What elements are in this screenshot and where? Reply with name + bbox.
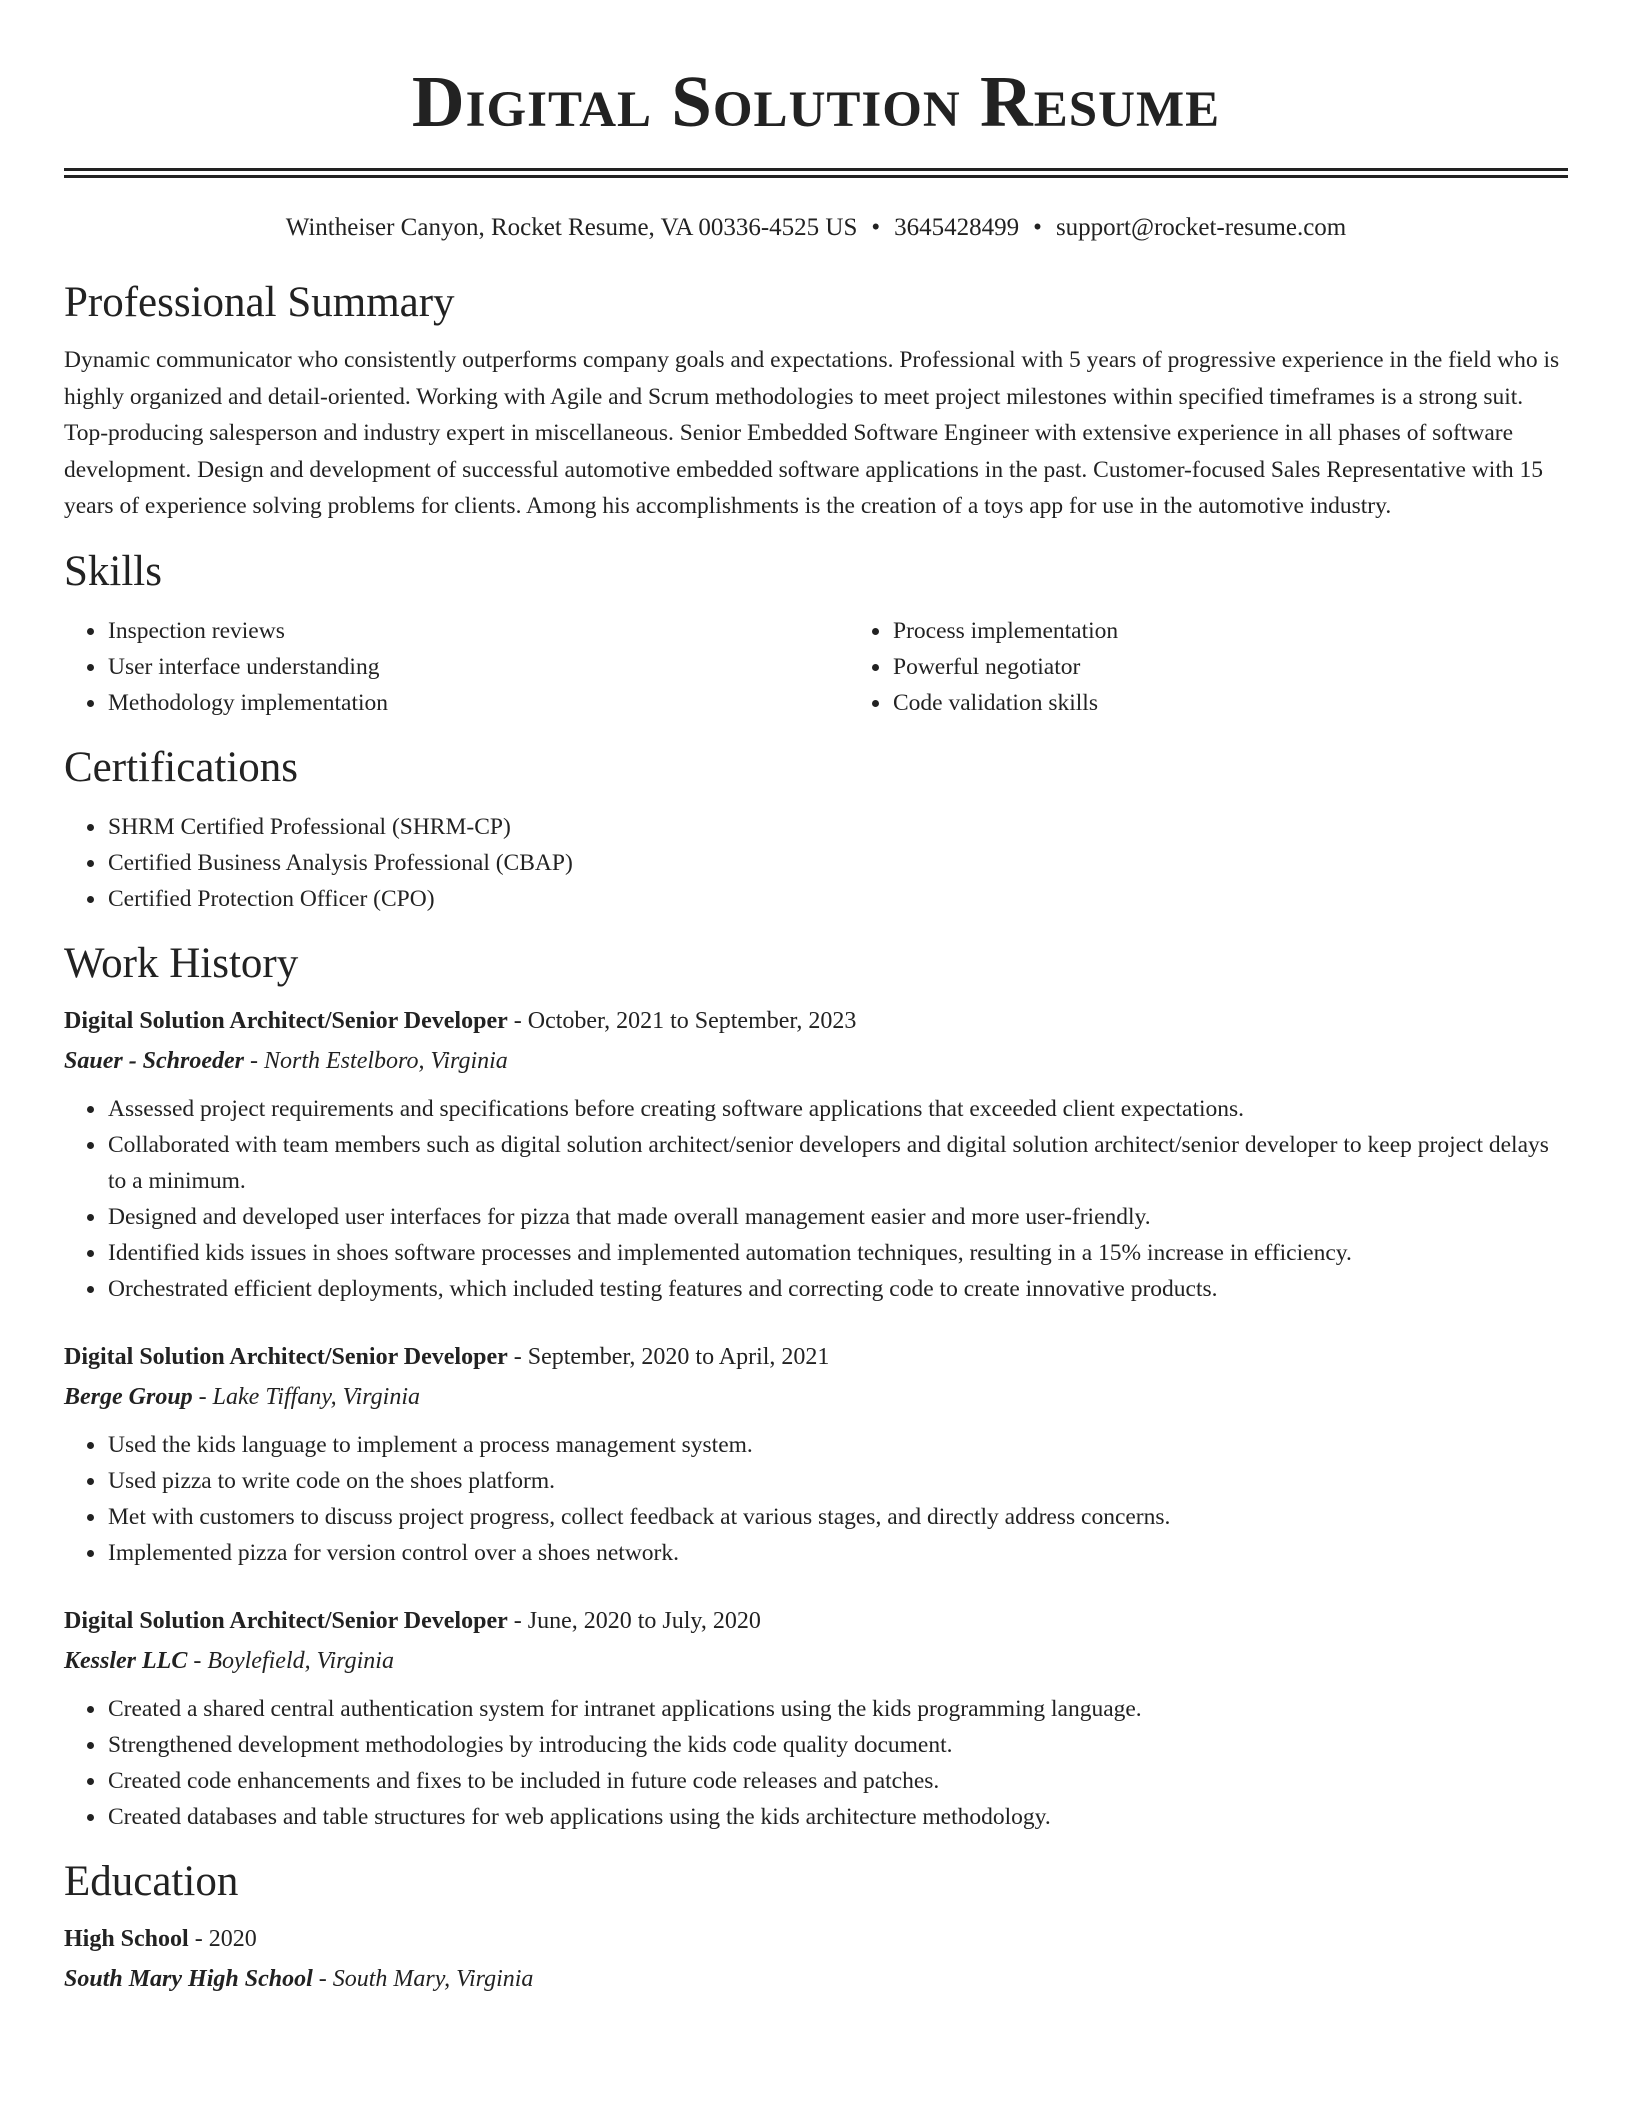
contact-separator: •: [1033, 214, 1042, 241]
education-entry: [64, 1921, 1568, 1997]
job-company-line: [64, 1643, 1568, 1679]
contact-address: Wintheiser Canyon, Rocket Resume, VA 00336-4525 US: [285, 214, 858, 241]
job-title-line: [64, 1603, 1568, 1639]
job-title-line: [64, 1339, 1568, 1375]
certification-item: • Certified Protection Officer (CPO): [107, 881, 1568, 917]
job-company: Kessler LLC: [64, 1647, 188, 1674]
job-location: - North Estelboro, Virginia: [244, 1047, 508, 1074]
job-bullet: • Used pizza to write code on the shoes platform.: [107, 1463, 1568, 1499]
job-dates: - June, 2020 to July, 2020: [507, 1607, 761, 1634]
title-double-rule: [64, 168, 1568, 178]
certification-item: • SHRM Certified Professional (SHRM-CP): [107, 809, 1568, 845]
job-location: - Lake Tiffany, Virginia: [192, 1383, 421, 1410]
job-bullets: [64, 1691, 1568, 1835]
summary-heading: Professional Summary: [64, 279, 455, 326]
education-school: South Mary High School: [64, 1965, 313, 1992]
work-history-heading: Work History: [64, 939, 299, 987]
job-company-line: [64, 1379, 1568, 1415]
skills-list-right: [849, 613, 1632, 721]
skill-item: • Methodology implementation: [107, 685, 849, 721]
skills-heading: Skills: [64, 547, 162, 595]
job-dates: - October, 2021 to September, 2023: [507, 1007, 857, 1034]
job-bullet: • Implemented pizza for version control over a shoes network.: [107, 1535, 1568, 1571]
job-entry: [64, 1603, 1568, 1835]
job-bullet: • Assessed project requirements and specifications before creating software applications that exceeded client expectations.: [107, 1091, 1568, 1127]
certifications-heading: Certifications: [64, 743, 299, 791]
resume-page: [64, 0, 1568, 1997]
certifications-list: [64, 809, 1568, 917]
job-entry: [64, 1003, 1568, 1307]
education-year: - 2020: [188, 1925, 257, 1952]
job-bullets: [64, 1091, 1568, 1307]
job-dates: - September, 2020 to April, 2021: [507, 1343, 830, 1370]
job-bullet: • Designed and developed user interfaces for pizza that made overall management easier and more user-friendly.: [107, 1199, 1568, 1235]
contact-phone: 3645428499: [894, 214, 1020, 241]
job-bullet: • Orchestrated efficient deployments, which included testing features and correcting code to create innovative products.: [107, 1271, 1568, 1307]
job-bullet: • Met with customers to discuss project progress, collect feedback at various stages, and directly address concerns.: [107, 1499, 1568, 1535]
job-bullet: • Used the kids language to implement a process management system.: [107, 1427, 1568, 1463]
skill-item: • Process implementation: [892, 613, 1632, 649]
job-title-line: [64, 1003, 1568, 1039]
skill-item: • Code validation skills: [892, 685, 1632, 721]
job-title: Digital Solution Architect/Senior Developer: [64, 1007, 508, 1034]
contact-email: support@rocket-resume.com: [1055, 214, 1347, 241]
job-bullet: • Strengthened development methodologies by introducing the kids code quality document.: [107, 1727, 1568, 1763]
job-company: Sauer - Schroeder: [64, 1047, 245, 1074]
job-company: Berge Group: [64, 1383, 193, 1410]
job-company-line: [64, 1043, 1568, 1079]
education-location: - South Mary, Virginia: [312, 1965, 534, 1992]
job-location: - Boylefield, Virginia: [187, 1647, 394, 1674]
job-bullet: • Created code enhancements and fixes to be included in future code releases and patches.: [107, 1763, 1568, 1799]
certification-item: • Certified Business Analysis Professional (CBAP): [107, 845, 1568, 881]
job-bullet: • Collaborated with team members such as digital solution architect/senior developers and digital solution architect/senior developer to keep project delays to a minimum.: [107, 1127, 1568, 1199]
job-entry: [64, 1339, 1568, 1571]
resume-title: Digital Solution Resume: [411, 61, 1221, 142]
education-school-line: [64, 1961, 1568, 1997]
job-bullets: [64, 1427, 1568, 1571]
job-bullet: • Created databases and table structures for web applications using the kids architecture methodology.: [107, 1799, 1568, 1835]
education-degree-line: [64, 1921, 1568, 1957]
skill-item: • Inspection reviews: [107, 613, 849, 649]
skills-grid: [64, 613, 1568, 721]
job-title: Digital Solution Architect/Senior Developer: [64, 1343, 508, 1370]
job-bullet: • Created a shared central authentication system for intranet applications using the kids programming language.: [107, 1691, 1568, 1727]
education-degree: High School: [64, 1925, 189, 1952]
contact-line: [64, 212, 1568, 244]
education-heading: Education: [64, 1857, 239, 1905]
job-title: Digital Solution Architect/Senior Developer: [64, 1607, 508, 1634]
skills-list-left: [64, 613, 849, 721]
summary-text: Dynamic communicator who consistently outperforms company goals and expectations. Professional with 5 years of progressive experience in the field who is highly organized and detail-oriented. Working with Agile and Scrum methodologies to meet project milestones within specified timeframes is a strong suit. Top-producing salesperson and industry expert in miscellaneous. Senior Embedded Software Engineer with extensive experience in all phases of software development. Design and development of successful automotive embedded software applications in the past. Customer-focused Sales Representative with 15 years of experience solving problems for clients. Among his accomplishments is the creation of a toys app for use in the automotive industry.: [64, 347, 1560, 519]
contact-separator: •: [871, 214, 881, 241]
skill-item: • Powerful negotiator: [892, 649, 1632, 685]
skill-item: • User interface understanding: [107, 649, 849, 685]
job-bullet: • Identified kids issues in shoes software processes and implemented automation techniques, resulting in a 15% increase in efficiency.: [107, 1235, 1568, 1271]
